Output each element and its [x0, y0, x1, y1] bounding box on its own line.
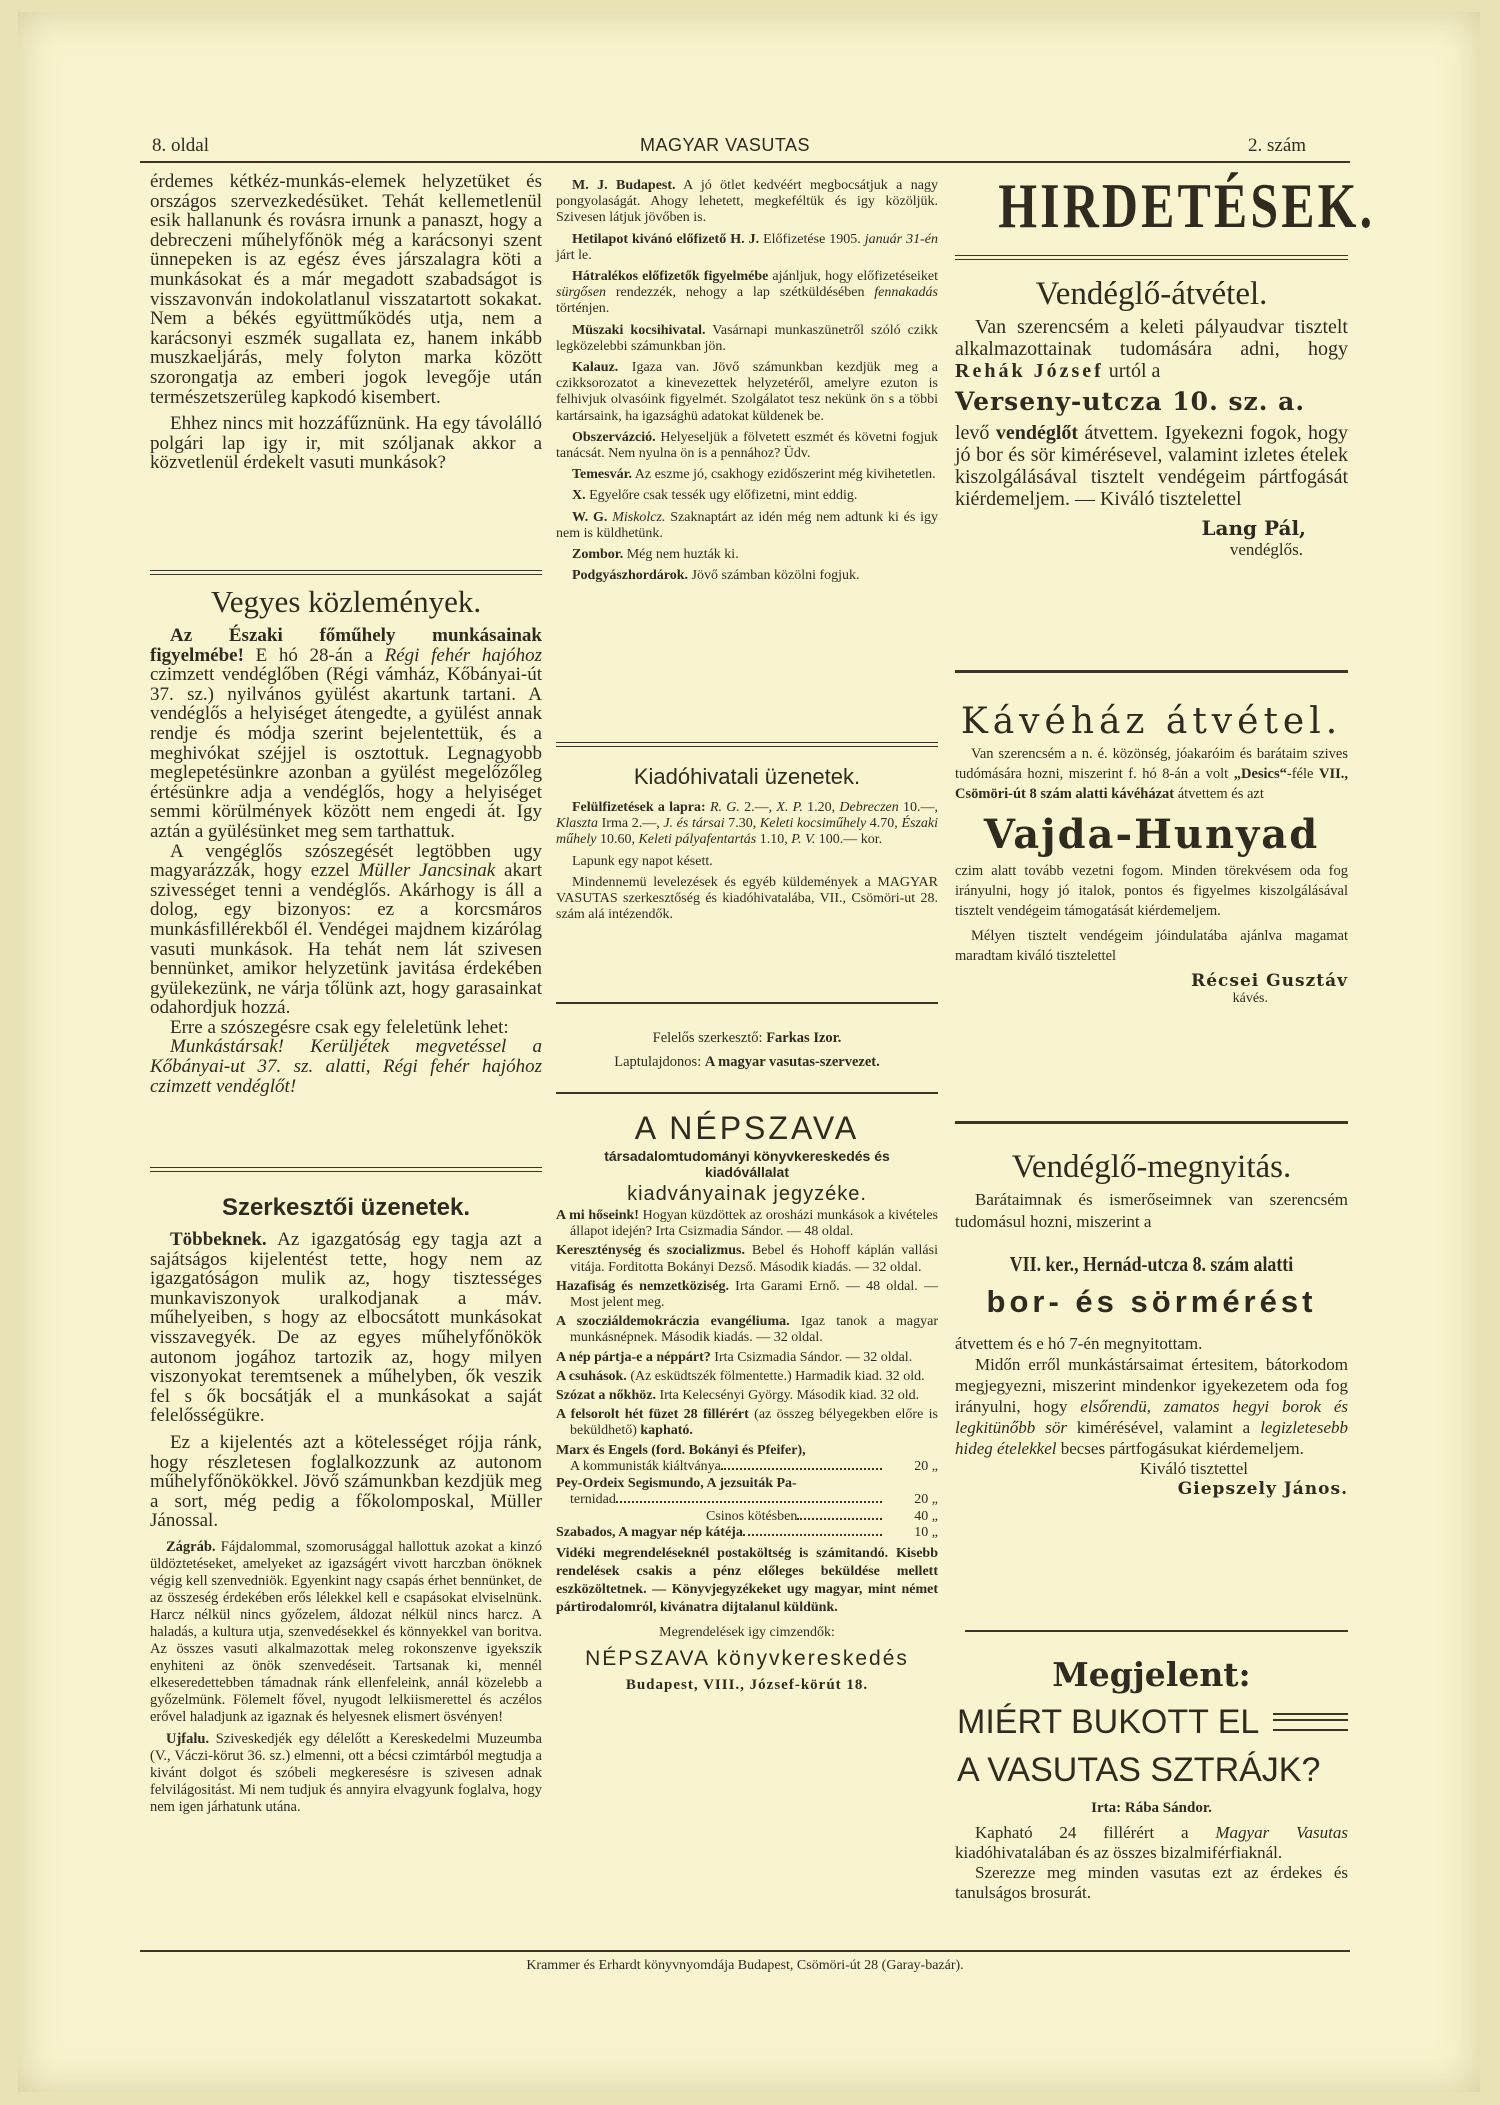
- italic-text: Munkástársak! Kerüljétek megvetéssel a Kőbányai-ut 37. sz. alatti, Régi fehér hajóhoz czimzett vendéglőt!: [150, 1036, 542, 1097]
- price-row: [556, 1525, 938, 1542]
- text-run: czim alatt tovább vezetni fogom. Minden törekvésem oda fog irányulni, hogy jó italok, pontos és figyelmes kiszolgálásával tisztelt vendégeim támogatását kiérdemeljem.: [955, 863, 1348, 919]
- paragraph: [556, 800, 938, 849]
- text-run: akart szivességet tenni a vendéglős. Akárhogy is áll a dolog, egy bizonyos: ez a korcsmáros munkásfillérekből él. Vendégei majdnem kizárólag vasuti munkások. Ha tehát nem lát szivesen bennünket, amikor helyzetünk javitása érdekében gyülekezünk, ne várja tőlünk azt, hogy garasainkat odahordjuk hozzá.: [150, 860, 543, 1019]
- text-run: -féle: [1286, 766, 1319, 782]
- text-run: Igaza van. Jövő számunkban kezdjük meg a czikksorozatot a kinevezettek helyzetéről, amelyre ezuton is felhivjuk olvasóink figyelmét. Szolgálatot tesz nekünk ön s a többi kartársaink, ha igazsághü adatokat küldenek be.: [556, 360, 938, 424]
- bold-text: A szocziáldemokráczia evangéliuma.: [556, 1314, 790, 1330]
- section-title: Kiadóhivatali üzenetek.: [633, 764, 861, 789]
- bold-text: A nép pártja-e a néppárt?: [556, 1349, 711, 1365]
- footer-rule: [140, 1950, 1350, 1952]
- section-divider: [556, 742, 938, 747]
- text-run: 4.70,: [866, 816, 902, 832]
- text-run: Ehhez nincs mit hozzáfűznünk. Ha egy távolálló polgári lap igy ir, mit szóljanak akkor a közvetlenül érdekelt vasuti munkások?: [150, 413, 542, 474]
- bold-text: Rehák József: [955, 360, 1104, 382]
- text-run: Egyelőre csak tessék ugy előfizetni, mint eddig.: [585, 488, 858, 504]
- ad-title: Megjelent:: [1052, 1655, 1251, 1694]
- ads-heading: [955, 166, 1376, 246]
- text-run: átvettem és e hó 7-én megnyitottam.: [955, 1334, 1203, 1353]
- text-run: ajánljuk, hogy előfizetéseiket: [768, 269, 938, 285]
- text-run: levő: [955, 422, 996, 444]
- section-divider: [556, 1002, 938, 1004]
- book-entry: [556, 1208, 938, 1240]
- paragraph: [955, 1189, 1348, 1233]
- text-run: A vengéglős szószegését legtöbben ugy magyarázzák, hogy ezzel: [150, 840, 542, 882]
- decorative-lines: [1273, 1713, 1348, 1731]
- text-run: (Az esküdtszék fölmentette.) Harmadik kiad. 32 old.: [626, 1368, 925, 1384]
- italic-text: legizletesebb hideg ételekkel: [955, 1418, 1348, 1458]
- signature-role: vendéglős.: [1229, 540, 1303, 559]
- italic-text: Miskolcz.: [612, 509, 666, 525]
- text-run: Jövő számban közölni fogjuk.: [688, 568, 860, 584]
- article-continuation: [150, 172, 542, 473]
- text-run: 7.30,: [724, 816, 760, 832]
- text-run: Az eszme jó, csakhogy ezidőszerint még kivihetetlen.: [632, 467, 936, 483]
- message-item: [556, 467, 938, 483]
- text-run: Mélyen tisztelt vendégeim jóindulatába ajánlva magamat maradtam kiváló tisztelettel: [955, 928, 1348, 964]
- text-run: Mindennemü levelezések és egyéb küldemények a MAGYAR VASUTAS szerkesztőség és kiadóhivatalába, VII., Csömöri-ut 28. szám alá intézendők.: [556, 874, 938, 923]
- paragraph: [150, 1018, 542, 1038]
- bold-text: M. J. Budapest.: [572, 178, 676, 193]
- italic-text: Régi fehér hajóhoz: [384, 644, 542, 666]
- price-item-author: Pey-Ordeix Segismundo, A jezsuiták Pa-: [556, 1475, 797, 1491]
- text-run: Bebel és Hohoff káplán vallási vitája. Forditotta Bokányi Dezső. Második kiadás. — 32 oldal.: [570, 1243, 938, 1275]
- price-item-title: Szabados, A magyar nép kátéja: [556, 1525, 743, 1541]
- text-run: Szaknaptárt az idén még nem adtunk ki és igy nem is küldhetünk.: [556, 509, 938, 541]
- text-run: történjen.: [556, 301, 610, 317]
- section-szerkesztoi: [150, 1192, 542, 1821]
- italic-text: X. P.: [776, 800, 803, 815]
- book-entry: [556, 1369, 938, 1385]
- bold-text: A csuhások.: [556, 1368, 627, 1384]
- text-run: kiadóhivatalában és az összes bizalmiférfiaknál.: [955, 1843, 1283, 1862]
- text-run: Erre a szószegésre csak egy feleletünk lehet:: [170, 1016, 509, 1038]
- section-divider: [150, 570, 542, 575]
- book-list: [556, 1208, 938, 1440]
- editor-label: Felelős szerkesztő:: [652, 1030, 763, 1046]
- price-row: [556, 1509, 938, 1526]
- header-rule: [140, 161, 1350, 163]
- italic-text: sürgősen: [556, 285, 607, 301]
- bookshop-name: NÉPSZAVA könyvkereskedés: [585, 1646, 909, 1670]
- ad-vendeglo-megnyitas: [955, 1145, 1348, 1499]
- message-item: [556, 568, 938, 584]
- signature: Lang Pál,: [1201, 516, 1306, 540]
- dot-leader: [616, 1501, 882, 1503]
- book-entry: [556, 1279, 938, 1311]
- paragraph: [955, 1823, 1348, 1863]
- italic-text: Debreczen: [839, 800, 899, 815]
- paragraph: [556, 875, 938, 924]
- masthead-title: MAGYAR VASUTAS: [640, 135, 811, 155]
- paragraph: [955, 1333, 1348, 1354]
- section-kiado: [556, 762, 938, 928]
- paragraph: [955, 744, 1348, 804]
- bold-text: Müszaki kocsihivatal.: [572, 322, 706, 338]
- text-run: 1.20,: [802, 800, 840, 815]
- cafe-name: Vajda-Hunyad: [983, 811, 1320, 858]
- book-author: Irta: Rába Sándor.: [1091, 1800, 1212, 1816]
- price-value: 40 „: [914, 1508, 938, 1524]
- printer-imprint: Krammer és Erhardt könyvnyomdája Budapest, Csömöri-út 28 (Garay-bazár).: [526, 1958, 964, 1973]
- paragraph: [556, 854, 938, 870]
- section-divider: [556, 1092, 938, 1094]
- ad-title: A NÉPSZAVA: [634, 1110, 860, 1146]
- signature: Giepszely János.: [1177, 1479, 1348, 1499]
- italic-text: elsőrendü, zamatos hegyi borok és legkitünőbb sör: [955, 1397, 1348, 1437]
- signature-role: kávés.: [1232, 991, 1268, 1006]
- venue-address: VII. ker., Hernád-utcza 8. szám alatti: [1009, 1252, 1294, 1276]
- editorial-messages-list: [556, 178, 938, 589]
- text-run: Barátaimnak és ismerőseimnek van szerencsém tudomásul hozni, miszerint a: [955, 1190, 1348, 1231]
- book-entry: [556, 1388, 938, 1404]
- dot-leader: [721, 1468, 882, 1470]
- paragraph: [150, 1037, 542, 1096]
- paragraph: [150, 842, 542, 1018]
- bold-text: VII., Csömöri-út 8 szám alatti kávéházat: [955, 766, 1349, 802]
- paragraph: [955, 861, 1348, 921]
- bold-text: X.: [572, 488, 586, 504]
- bold-text: Hetilapot kivánó előfizető H. J.: [572, 231, 760, 247]
- text-run: Van szerencsém a keleti pályaudvar tisztelt alkalmazottainak tudomására adni, hogy: [955, 316, 1348, 360]
- price-item-title: ternidad: [570, 1492, 616, 1508]
- text-run: Hogyan küzdöttek az orosházi munkások a kivételes állapot idején? Irta Csizmadia Sándor. — 48 oldal.: [570, 1208, 938, 1240]
- bold-text: Zágráb.: [166, 1538, 216, 1555]
- bold-text: A mi hőseink!: [556, 1208, 639, 1223]
- italic-text: Magyar Vasutas: [1215, 1823, 1348, 1842]
- paragraph: [150, 172, 542, 407]
- text-run: Irta Csizmadia Sándor. — 32 oldal.: [710, 1349, 913, 1365]
- nepszava-ad: [556, 1108, 938, 1694]
- bold-text: Hazafiság és nemzetköziség.: [556, 1278, 729, 1294]
- ad-vendeglo-atvetel: [955, 272, 1348, 560]
- paragraph: [955, 1354, 1348, 1459]
- ad-title: Kávéház átvétel.: [960, 701, 1343, 742]
- text-run: Még nem huzták ki.: [623, 547, 739, 563]
- bold-text: Ujfalu.: [166, 1730, 210, 1747]
- text-run: Irma 2.—,: [598, 816, 664, 832]
- section-divider: [150, 1167, 542, 1172]
- price-item-title: A kommunisták kiáltványa: [570, 1459, 721, 1475]
- price-item-title: Csinos kötésben: [706, 1508, 798, 1524]
- ad-subtitle: társadalomtudományi könyvkereskedés és kiadóvállalat: [604, 1148, 890, 1180]
- text-run: Lapunk egy napot késett.: [572, 853, 713, 869]
- paragraph: [955, 1863, 1348, 1903]
- message-item: [556, 269, 938, 318]
- closing: Kiváló tisztettel: [1139, 1459, 1248, 1478]
- text-run: kimérésével, valamint a: [1066, 1418, 1261, 1437]
- paragraph: [955, 926, 1348, 966]
- price-value: 20 „: [914, 1492, 938, 1508]
- text-run: becses pártfogásukat kiérdemeljem.: [1056, 1439, 1304, 1458]
- text-run: Szerezze meg minden vasutas ezt az érdekes és tanulságos brosurát.: [955, 1863, 1348, 1902]
- text-run: Ez a kijelentés azt a kötelességet rójja ránk, hogy részletesen foglalkozzunk az autonom műhelyfőnökökkel. Jövő számunkban kezdjük meg a sort, még pedig a főkolomposkal, Müller Jánossal.: [150, 1431, 542, 1532]
- price-item-author: Marx és Engels (ford. Bokányi és Pfeifer),: [556, 1442, 806, 1458]
- italic-text: P. V.: [791, 832, 816, 848]
- editor-name: Farkas Izor.: [766, 1030, 842, 1046]
- section-divider: [965, 1630, 1348, 1632]
- text-run: Előfizetése 1905.: [759, 231, 865, 247]
- dot-leader: [797, 1518, 882, 1520]
- text-run: átvettem. Igyekezni fogok, hogy jó bor és sör kimérésevel, valamint izletes ételek kiszolgálásával tisztelt vendégeim pártfogását kiérdemeljem. — Kiváló tisztelettel: [955, 422, 1348, 510]
- message-item: [556, 178, 938, 227]
- order-label: Megrendelések igy cimzendők:: [659, 1624, 835, 1640]
- ad-title: Vendéglő-átvétel.: [1035, 276, 1268, 312]
- message-item: [556, 547, 938, 563]
- bold-text: vendéglőt: [995, 422, 1079, 444]
- text-run: 10.—,: [898, 800, 939, 815]
- ad-headline: bor- és sörmérést: [986, 1284, 1317, 1319]
- italic-text: Északi műhely: [556, 816, 938, 848]
- text-run: urtól a: [1103, 360, 1161, 382]
- bold-text: Többeknek.: [170, 1229, 267, 1250]
- italic-text: J. és társai: [663, 816, 725, 832]
- italic-text: Klaszta: [556, 816, 599, 832]
- bold-text: Szózat a nőkhöz.: [556, 1388, 656, 1404]
- text-run: átvettem és azt: [1174, 786, 1264, 802]
- bold-text: kapható.: [640, 1423, 693, 1439]
- text-run: Kapható 24 fillérért a: [975, 1823, 1216, 1842]
- book-entry: [556, 1350, 938, 1366]
- text-run: Irta Kelecsényi György. Második kiad. 32 old.: [655, 1388, 920, 1404]
- book-title-line: MIÉRT BUKOTT EL: [957, 1703, 1260, 1741]
- price-list: [556, 1443, 938, 1542]
- text-run: 2.—,: [739, 800, 777, 815]
- price-value: 20 „: [914, 1459, 938, 1475]
- section-title: Vegyes közlemények.: [210, 584, 482, 619]
- dot-leader: [743, 1534, 882, 1536]
- bookshop-address: Budapest, VIII., József-körút 18.: [625, 1676, 869, 1693]
- text-run: (az összeg bélyegekben előre is beküldhető): [570, 1407, 938, 1439]
- paragraph: [150, 1433, 542, 1531]
- text-run: Fájdalommal, szomorusággal hallottuk azokat a kinzó üldöztetéseket, amelyeket az igazságért vivott harczban önöknek végig kell szenvedniök. Egyenkint nagy csapás érhet bennünket, de az összeség érdekében erős lélekkel kell e csapásokat elviselnünk. Harcz nélkül nincs győzelem, áldozat nélkül nincs harcz. A haladás, a kultura utja, szenvedésekkel és könnyekkel van boritva. Az összes vasuti alkalmazottak meleg rokonszenve igyekszik enyhiteni az önök szenvedéseit. Tartsanak ki, mennél elkeseredettebben támadnak ránk ellenfeleink, annál közelebb a győzelmünk. Fölemelt fővel, nyugodt lelkiismerettel és aczélos erővel haladjunk az igaznak és helyesnek elismert ösvényen!: [150, 1538, 542, 1725]
- bold-text: „Desics“: [1233, 766, 1287, 782]
- price-row: [556, 1459, 938, 1476]
- paragraph: [150, 626, 542, 842]
- text-run: Irta Garami Ernő. — 48 oldal. — Most jelent meg.: [570, 1278, 938, 1311]
- bold-text: Az Északi főműhely munkásainak figyelmébe!: [150, 625, 542, 666]
- paragraph: [955, 422, 1348, 510]
- text-run: E hó 28-án a: [243, 644, 385, 666]
- message-item: [556, 488, 938, 504]
- paragraph: [955, 316, 1348, 382]
- text-run: Helyeseljük a fölvetett eszmét és követni fogjuk tanácsát. Nem nyulna ön is a pennához? Üdv.: [556, 429, 938, 462]
- bold-text: Obszervázció.: [572, 429, 656, 445]
- order-note: Vidéki megrendeléseknél postaköltség is számitandó. Kisebb rendelések csakis a pénz előleges beküldése mellett eszközöltetnek. — Könyvjegyzékeket ugy magyar, mint német pártirodalomról, kivánatra dijtalanul küldünk.: [556, 1545, 938, 1615]
- message-item: [556, 323, 938, 355]
- text-run: Midőn erről munkástársaimat értesitem, bátorkodom megjegyezni, miszerint mindenkor igyekezetem oda fog irányulni, hogy: [955, 1355, 1348, 1416]
- text-run: Az igazgatóság egy tagja azt a sajátságos kijelentést tette, hogy nem az igazgatóságon mulik az, hogy tisztességes munkaviszonyok uralkodjanak a máv. műhelyeiben, s hogy az elbocsátott munkásokat visszavegyék. De az egyes műhelyfőnökök autonom jogához tartozik az, hogy milyen viszonyokat teremtsenek a műhelyben, ők veszik fel s ők bocsátják el a munkásokat a saját felelősségükre.: [150, 1229, 542, 1427]
- text-run: érdemes kétkéz-munkás-elemek helyzetüket és országos szervezkedésüket. Tehát kellemetlenül esik hallanunk és rovásra irnunk a panaszt, hogy a debreczeni műhelyfőnök még a karácsonyi szent ünnepeken is az egész éves járszalagra köti a munkásokat és a már megadott szabadságot is visszavonván indokolatlanul visszatartott sokakat. Nem a békés együttműködés utja, nem a karácsonyi eszmék sugallata ez, hanem inkább muszkaeljárás, mely folyton marka között szorongatja az emberi jogok levegője után természetszerüleg kapkodó kisembert.: [150, 171, 542, 408]
- message-item: [556, 430, 938, 462]
- bold-text: Kalauz.: [572, 360, 619, 376]
- bold-text: Podgyászhordárok.: [572, 568, 689, 584]
- bold-text: Kereszténység és szocializmus.: [556, 1243, 745, 1259]
- section-divider: [955, 1121, 1348, 1124]
- price-value: 10 „: [914, 1525, 938, 1541]
- message-item: [556, 360, 938, 425]
- ad-megjelent: [955, 1652, 1348, 1903]
- text-run: Vasárnapi munkaszünetről szóló czikk legközelebbi számunkban jön.: [556, 322, 938, 354]
- bold-text: Temesvár.: [572, 467, 633, 483]
- page-number: 8. oldal: [152, 135, 209, 156]
- paragraph: [150, 1731, 542, 1816]
- price-row: [556, 1492, 938, 1509]
- book-entry: [556, 1243, 938, 1275]
- bold-text: Zombor.: [572, 547, 624, 563]
- owner-name: A magyar vasutas-szervezet.: [704, 1054, 880, 1070]
- signature: Récsei Gusztáv: [1191, 971, 1348, 991]
- text-run: 1.10,: [756, 832, 792, 848]
- bold-text: Felülfizetések a lapra:: [572, 800, 706, 815]
- street-address: Verseny-utcza 10. sz. a.: [955, 387, 1306, 416]
- text-run: rendezzék, nehogy a lap szétküldésében: [606, 285, 875, 301]
- italic-text: január 31-én: [864, 231, 938, 247]
- bold-text: A felsorolt hét füzet 28 fillérért: [556, 1407, 749, 1423]
- ads-title: HIRDETÉSEK.: [998, 170, 1376, 241]
- imprint: [556, 1026, 938, 1074]
- section-title: Szerkesztői üzenetek.: [221, 1194, 471, 1221]
- issue-number: 2. szám: [1248, 135, 1307, 156]
- italic-text: R. G.: [709, 800, 740, 815]
- paragraph: [150, 1539, 542, 1726]
- italic-text: Keleti pályafentartás: [638, 832, 757, 848]
- bold-text: Hátralékos előfizetők figyelmébe: [572, 269, 769, 285]
- ad-title: Vendéglő-megnyitás.: [1011, 1149, 1292, 1185]
- message-item: [556, 232, 938, 264]
- section-divider: [955, 255, 1348, 260]
- text-run: Igaz tanok a magyar munkásnépnek. Második kiadás. — 32 oldal.: [570, 1314, 938, 1346]
- italic-text: Müller Jancsinak: [358, 860, 496, 882]
- text-run: Sziveskedjék egy délelőtt a Kereskedelmi Muzeumba (V., Váczi-körut 36. sz.) elmenni, ott a bécsi czimtárból megtudja a kivánt dolgot és szóbeli megkeresésre is szivesen adnak felvilágositást. Mi nem tudjuk és annyira elvagyunk foglalva, hogy nem igen járhatunk utána.: [150, 1730, 542, 1815]
- italic-text: fennakadás: [874, 285, 938, 301]
- italic-text: Keleti kocsiműhely: [759, 816, 867, 832]
- text-run: járt le.: [556, 247, 592, 263]
- book-entry: [556, 1407, 938, 1439]
- text-run: czimzett vendéglőben (Régi vámház, Kőbányai-út 37. sz.) nyilvános gyülést akartunk tartani. A vendéglős a helyiséget átengedte, a gyülést annak rendje és módja szerint bejelentettük, és a meghivókat széjjel is osztottuk. Legnagyobb meglepetésünkre azonban a gyülést megelőzőleg értésünkre adja a vendéglős, hogy a helyiséget semmi körülmények között nem engedi át. Igy aztán a gyülésünket meg sem tarthattuk.: [150, 664, 542, 842]
- section-vegyes: [150, 582, 542, 1096]
- message-item: [556, 510, 938, 542]
- text-run: 10.60,: [596, 832, 639, 848]
- book-title-line: A VASUTAS SZTRÁJK?: [957, 1751, 1321, 1789]
- list-title: kiadványainak jegyzéke.: [627, 1183, 867, 1205]
- paragraph: [150, 414, 542, 473]
- section-divider: [955, 670, 1348, 673]
- owner-label: Laptulajdonos:: [614, 1054, 702, 1070]
- text-run: 100.— kor.: [815, 832, 883, 848]
- ad-kavehaz: [955, 700, 1348, 1007]
- text-run: Van szerencsém a n. é. közönség, jóakaróim és barátaim szives tudómására hozni, miszerint f. hó 8-án a volt: [955, 746, 1348, 782]
- bold-text: W. G.: [572, 509, 608, 525]
- book-entry: [556, 1314, 938, 1346]
- paragraph: [150, 1230, 542, 1426]
- text-run: A jó ötlet kedvéért megbocsátjuk a nagy pongyolaságát. Ahogy lehetett, megkeféltük és igy közöljük. Szivesen látjuk jövőben is.: [556, 178, 939, 226]
